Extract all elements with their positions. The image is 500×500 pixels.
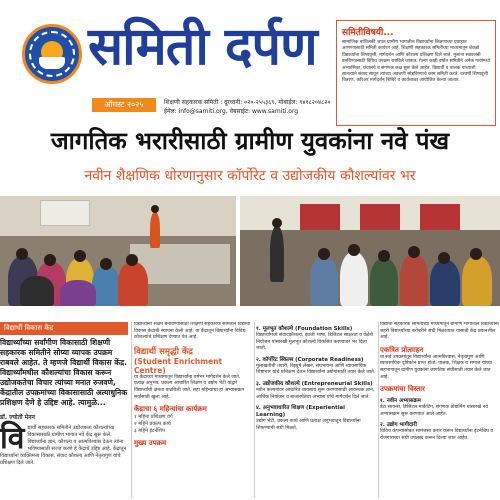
- skill-item-title: ४. अनुभवाधारित शिक्षण (Experiential Learning): [256, 405, 346, 419]
- column-2-intro: विद्यार्थ्यांना सक्षम बनविण्यासाठी शिक्षणी सहकारक समितीने विद्यार्थी विकास केंद्राची स्थापना केली आहे. या केंद्रातून विद्यार्थ्यांना विविध कौशल्यांचे प्रशिक्षण देण्यात येत आहे.: [134, 322, 251, 341]
- skill-item-body: विद्यार्थ्यांमध्ये संवादकौशल्य, इंग्रजी भाषा, डिजिटल साक्षरता व वेळेचे नियोजन यांसारखी मूलभूत कौशल्ये विकसित करण्यावर भर दिला जातो.: [256, 333, 373, 352]
- publisher-web-line: ईमेल: info@samiti.org, वेबसाईट: www.samiti.org: [164, 108, 299, 115]
- article-column-1: [0, 322, 128, 500]
- column-divider: [254, 322, 255, 498]
- workshop-photo: [240, 196, 500, 306]
- program-bullet: २ महिने प्रकल्प कार्य: [134, 421, 171, 428]
- book-icon: [39, 57, 65, 69]
- drop-cap: वि: [0, 421, 25, 456]
- main-headline: जागतिक भरारीसाठी ग्रामीण युवकांना नवे पंख: [50, 127, 450, 155]
- sidebar-body: सामाजिक बांधिलकी जपत ग्रामीण भागातील विद्यार्थ्यांना शिक्षणाच्या प्रवाहात आणण्यासाठी समिती कार्यरत आहे. शिक्षणी सहकारक समितीच्या माध्यमातून शेकडो विद्यार्थ्यांना शिष्यवृत्ती, मार्गदर्शन आणि कौशल्य प्रशिक्षण दिले जाते. मुलांना स्वावलंबी बनविण्यासाठी विविध उपक्रम राबविले जातात. गेल्या काही वर्षांत समितीने अनेक गावांमध्ये अभ्यासिका, ग्रंथालये व संगणक कक्ष सुरू केले आहेत. विद्यार्थी व पालक यांच्याशी सातत्याने संवाद साधून त्यांच्या अडचणी सोडविण्याचे काम समिती करते. दरवर्षी शिष्यवृत्ती वितरण, करिअर मार्गदर्शन शिबिरे व कार्यशाळा आयोजित केल्या जातात.: [342, 40, 491, 84]
- column-divider: [131, 322, 132, 498]
- section-title: विद्यार्थी समृद्धी केंद्र: [134, 346, 193, 357]
- skill-item-body: उद्योग भेटी, प्रकल्प कार्य आणि प्रत्यक्ष अनुभवातून विद्यार्थ्यांना शिकण्याची संधी मिळते.: [256, 419, 361, 431]
- section-title: उपक्रमांचा विस्तार: [380, 385, 425, 394]
- column-4-intro: विद्यार्थी सहकारक समितीच्या माध्यमातून ग्रामीण भागातील विद्यार्थ्यांना शहरी विद्यार्थ्यांच्या बरोबरीने संधी मिळाव्यात यासाठी केंद्र प्रयत्नशील आहे.: [380, 322, 499, 341]
- expansion-item-title: २. उद्योग भागीदारी: [380, 422, 417, 429]
- newsletter-title: समिती दर्पण: [88, 17, 317, 77]
- about-sidebar: [336, 20, 496, 126]
- column-divider: [378, 322, 379, 498]
- program-bullet: ३ महिने इंटर्नशिप: [134, 428, 165, 435]
- program-bullet: १ महिना प्रशिक्षण वर्ग: [134, 414, 173, 421]
- expansion-item-title: १. नवीन अभ्यासक्रम: [380, 398, 421, 405]
- article-column-4: [380, 322, 500, 500]
- classroom-photo: [0, 196, 236, 306]
- lead-paragraph: विद्यार्थ्यांच्या सर्वांगीण विकासाठी शिक्षणी सहकारक समितीने सोप्या व्यापक उपक्रम राबवले आहेत. ते म्हणजे विद्यार्थी विकास केंद्र. विद्यार्थ्यांमधील कौशल्यांचा विकास करून उद्योजकतेचा विचार त्यांच्या मनात रुजवणे, केंद्रातील उपक्रमांच्या विकासासाठी अत्याधुनिक प्रशिक्षण देणे हे उद्दिष्ट आहे. त्यामुळे...: [0, 338, 128, 407]
- issue-date-badge: ऑगस्ट २०२५: [92, 98, 156, 112]
- sidebar-title: समितीविषयी...: [342, 28, 394, 38]
- section-title: एकत्रित प्रोत्साहन: [380, 345, 424, 354]
- skill-item-title: २. कॉर्पोरेट स्किल्स (Corporate Readiness): [256, 356, 364, 363]
- skill-item-title: १. मूलभूत कौशल्ये (Foundation Skills): [256, 326, 353, 332]
- logo: [22, 24, 82, 84]
- article-column-3: [256, 322, 376, 500]
- masthead: [0, 0, 336, 122]
- skill-item-title: ३. उद्योजकीय कौशल्ये (Entrepreneurial Skills): [256, 380, 373, 387]
- article-body: [0, 421, 128, 467]
- program-title: केंद्राचा ६ महिन्यांचा कार्यक्रम: [134, 405, 207, 414]
- publisher-contact-line: शिक्षणी सहकारक समिती : दूरध्वनी: ०२०-२५५३६९, मोबाईल: ९४१८२०४८२०: [164, 99, 331, 106]
- column-1-label: विद्यार्थी विकास केंद्र: [0, 322, 128, 335]
- section-body: या केंद्राच्या माध्यमातून विद्यार्थ्यांना वर्षभर मार्गदर्शन केले जाते. प्रत्यक्ष अनुभव, प्रकल्प आधारित शिक्षण व उद्योग भेटी यांद्वारे विद्यार्थ्यांची क्षमता वाढविली जाते. सहा महिन्यांचा हा अभ्यासक्रम सर्वांसाठी खुला आहे.: [134, 374, 245, 400]
- expansion-item-body: डेटा सायन्स, डिजिटल मार्केटिंग, संगणक प्रोग्रामिंग यांसारखे नवे अभ्यासक्रम सुरू करण्यात आले आहेत.: [380, 405, 488, 417]
- article-column-2: [134, 322, 252, 500]
- expansion-item-body: विविध कंपन्यांसोबत सामंजस्य करार करून विद्यार्थ्यांना इंटर्नशिप व रोजगाराच्या संधी उपलब्ध करून दिल्या जात आहेत.: [380, 429, 494, 441]
- section-title-english: (Student Enrichment Centre): [134, 356, 223, 375]
- sub-headline: नवीन शैक्षणिक धोरणानुसार कॉर्पोरेट व उद्योजकीय कौशल्यांवर भर: [84, 168, 416, 184]
- skill-item-body: नवीन कल्पनांवर आधारित व्यवसाय सुरू करण्यासाठी आवश्यक ज्ञान, आर्थिक नियोजन व बाजारपेठेचा अभ्यास यांचे मार्गदर्शन दिले जाते.: [256, 387, 375, 400]
- section-body: या सर्व उपक्रमांतून विद्यार्थ्यांना आत्मविश्वास, नेतृत्वगुण आणि व्यावसायिक दृष्टिकोन प्राप्त होतो. पालक, शिक्षक व समाज यांच्या सहभागातून ग्रामीण युवकांना जागतिक संधींसाठी तयार केले जात आहे.: [380, 354, 492, 380]
- skill-item-body: मुलाखतीची तयारी, रिझ्युमे लेखन, संघभावना आणि व्यावसायिक शिष्टाचार यांचे प्रशिक्षण देऊन विद्यार्थ्यांना उद्योगांसाठी तयार केले जाते.: [256, 363, 376, 376]
- main-activities-title: मुख्य उपक्रम: [134, 439, 167, 448]
- article-body-text: द्यार्थी सहकारक समितीने उद्योजकता कौशल्यांच्या विकासासाठी ग्रामीण भागात नवे केंद्र सुरू केले. विद्यार्थ्यांना ज्ञान, कौशल्य व आत्मविश्वास देऊन त्यांना भविष्यासाठी सज्ज करणे हे केंद्राचे उद्दिष्ट आहे. केंद्रातून विद्यार्थ्यांना व्यक्तिमत्त्व विकास, संवाद कौशल्य आणि नेतृत्वगुण यांचे प्रशिक्षण दिले जाते.: [0, 425, 127, 466]
- author-byline: डॉ. ज्योती मेनन: [0, 414, 35, 421]
